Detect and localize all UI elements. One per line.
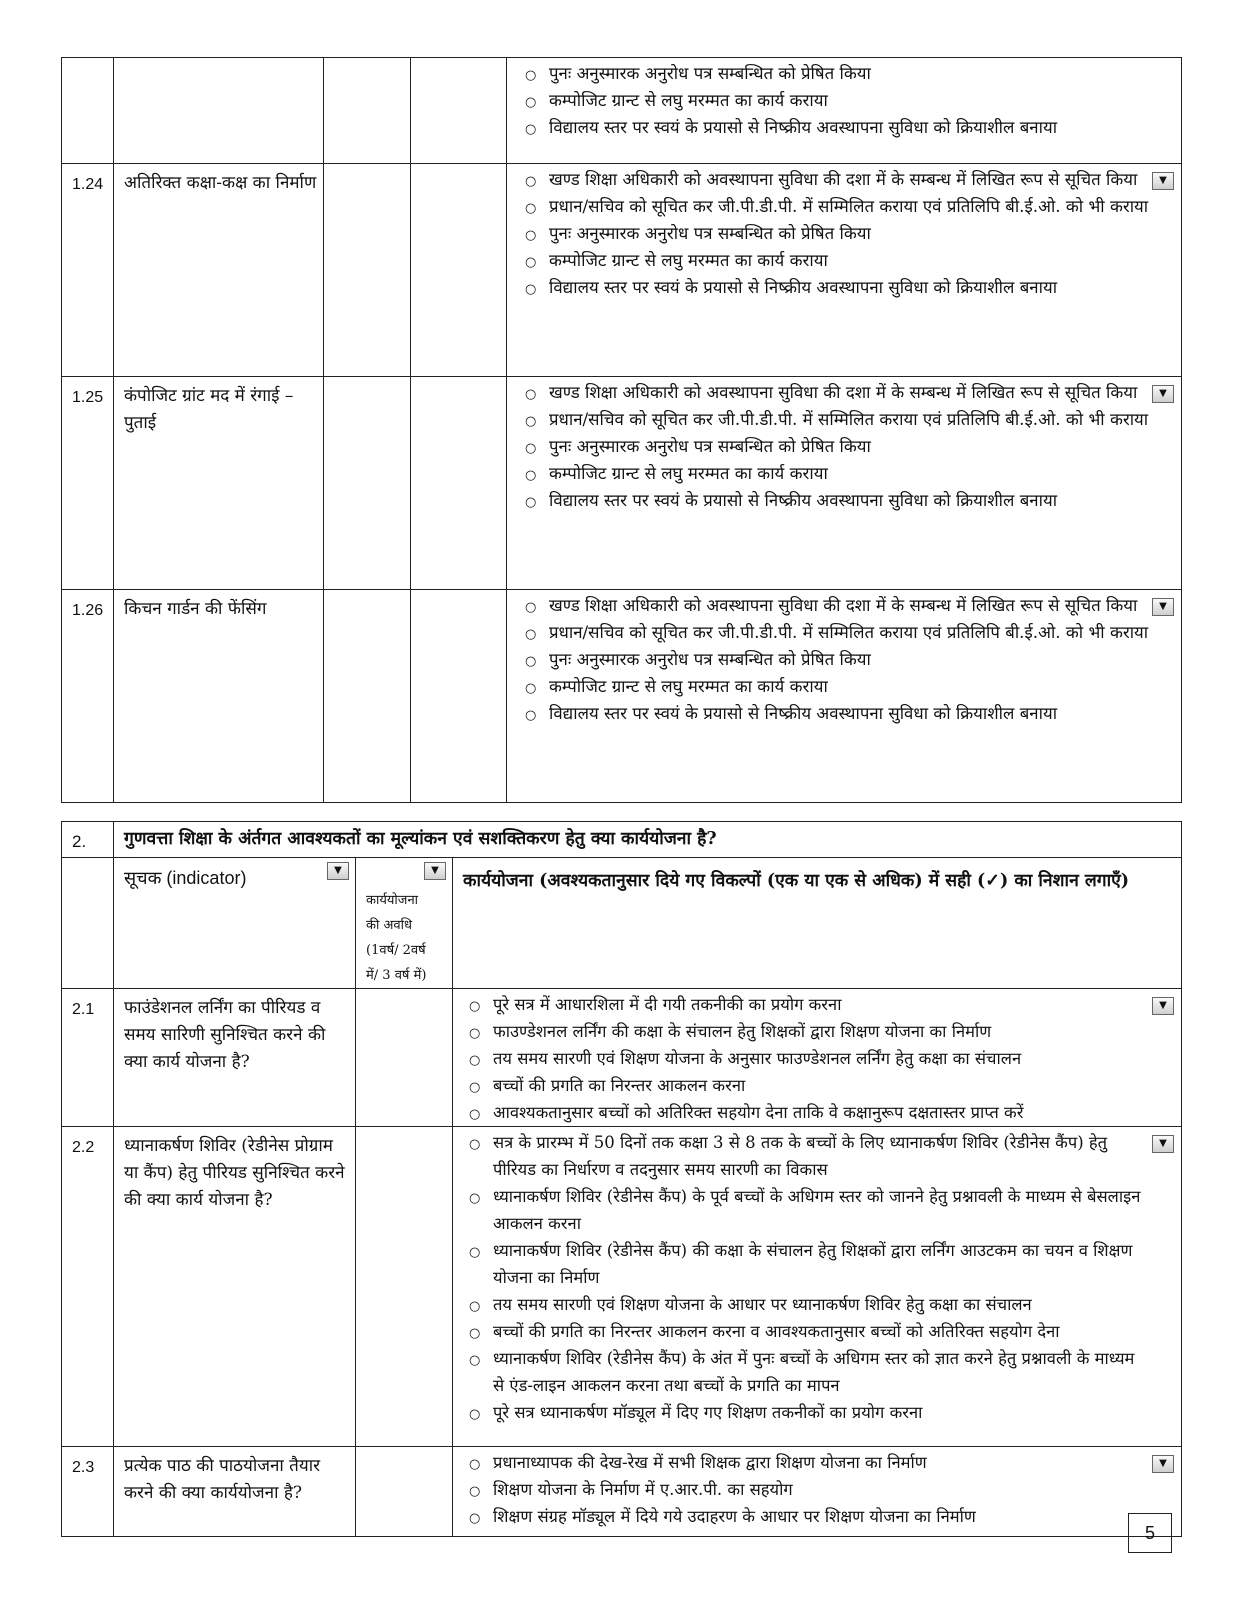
option-item[interactable]: ○ बच्चों की प्रगति का निरन्तर आकलन करना व आवश्यकतानुसार बच्चों को अतिरिक्त सहयोग देना xyxy=(465,1318,1145,1345)
indicator-cell: कंपोजिट ग्रांट मद में रंगाई –पुताई xyxy=(114,377,324,590)
option-item[interactable]: ○ आवश्यकतानुसार बच्चों को अतिरिक्त सहयोग देना ताकि वे कक्षानुरूप दक्षतास्तर प्राप्त करें xyxy=(465,1099,1145,1126)
circle-bullet-icon: ○ xyxy=(469,1484,481,1499)
dropdown-arrow-icon[interactable]: ▼ xyxy=(1152,598,1174,616)
options-cell xyxy=(507,377,1182,590)
circle-bullet-icon: ○ xyxy=(525,600,537,615)
indicator-cell: ध्यानाकर्षण शिविर (रेडीनेस प्रोग्राम या कैंप) हेतु पीरियड सुनिश्चित करने की क्या कार्य योजना है? xyxy=(114,1127,356,1447)
option-item[interactable]: ○ कम्पोजिट ग्रान्ट से लघु मरम्मत का कार्य कराया xyxy=(521,460,1151,487)
indicator-header: सूचक (indicator) ▼ xyxy=(114,858,356,989)
option-item[interactable]: ○ पुनः अनुस्मारक अनुरोध पत्र सम्बन्धित को प्रेषित किया xyxy=(521,433,1151,460)
circle-bullet-icon: ○ xyxy=(525,627,537,642)
option-item[interactable]: ○ तय समय सारणी एवं शिक्षण योजना के आधार पर ध्यानाकर्षण शिविर हेतु कक्षा का संचालन xyxy=(465,1291,1145,1318)
circle-bullet-icon: ○ xyxy=(525,174,537,189)
circle-bullet-icon: ○ xyxy=(525,414,537,429)
column-header-row xyxy=(62,858,1182,989)
table-row xyxy=(62,1447,1182,1537)
option-item[interactable]: ○ विद्यालय स्तर पर स्वयं के प्रयासो से निष्क्रीय अवस्थापना सुविधा को क्रियाशील बनाया xyxy=(521,700,1151,727)
table-row xyxy=(62,590,1182,803)
section-question: गुणवत्ता शिक्षा के अंर्तगत आवश्यकतों का मूल्यांकन एवं सशक्तिकरण हेतु क्या कार्ययोजना है? xyxy=(114,822,1182,858)
duration-header: ▼ कार्ययोजना की अवधि (1वर्ष/ 2वर्ष में/ 3 वर्ष में) xyxy=(356,858,453,989)
option-item[interactable]: ○ पूरे सत्र में आधारशिला में दी गयी तकनीकी का प्रयोग करना xyxy=(465,991,1145,1018)
quality-education-table xyxy=(61,821,1182,1537)
circle-bullet-icon: ○ xyxy=(525,282,537,297)
option-item[interactable]: ○ प्रधान/सचिव को सूचित कर जी.पी.डी.पी. में सम्मिलित कराया एवं प्रतिलिपि बी.ई.ओ. को भी कराया xyxy=(521,406,1151,433)
option-item[interactable]: ○ विद्यालय स्तर पर स्वयं के प्रयासो से निष्क्रीय अवस्थापना सुविधा को क्रियाशील बनाया xyxy=(521,487,1151,514)
circle-bullet-icon: ○ xyxy=(469,1353,481,1368)
options-cell xyxy=(507,58,1182,164)
dropdown-arrow-icon[interactable]: ▼ xyxy=(1152,385,1174,403)
row-number: 2.3 xyxy=(62,1447,114,1537)
option-item[interactable]: ○ प्रधान/सचिव को सूचित कर जी.पी.डी.पी. में सम्मिलित कराया एवं प्रतिलिपि बी.ई.ओ. को भी कराया xyxy=(521,619,1151,646)
option-item[interactable]: ○ बच्चों की प्रगति का निरन्तर आकलन करना xyxy=(465,1072,1145,1099)
option-item[interactable]: ○ पुनः अनुस्मारक अनुरोध पत्र सम्बन्धित को प्रेषित किया xyxy=(521,220,1151,247)
table-row xyxy=(62,1127,1182,1447)
circle-bullet-icon: ○ xyxy=(469,1191,481,1206)
option-item[interactable]: ○ कम्पोजिट ग्रान्ट से लघु मरम्मत का कार्य कराया xyxy=(521,673,1151,700)
option-item[interactable]: ○ तय समय सारणी एवं शिक्षण योजना के अनुसार फाउण्डेशनल लर्निंग हेतु कक्षा का संचालन xyxy=(465,1045,1145,1072)
circle-bullet-icon: ○ xyxy=(525,228,537,243)
circle-bullet-icon: ○ xyxy=(469,1511,481,1526)
option-item[interactable]: ○ प्रधान/सचिव को सूचित कर जी.पी.डी.पी. में सम्मिलित कराया एवं प्रतिलिपि बी.ई.ओ. को भी कराया xyxy=(521,193,1151,220)
indicator-cell: फाउंडेशनल लर्निंग का पीरियड व समय सारिणी सुनिश्चित करने की क्या कार्य योजना है? xyxy=(114,989,356,1127)
circle-bullet-icon: ○ xyxy=(525,255,537,270)
circle-bullet-icon: ○ xyxy=(525,122,537,137)
option-item[interactable]: ○ फाउण्डेशनल लर्निंग की कक्षा के संचालन हेतु शिक्षकों द्वारा शिक्षण योजना का निर्माण xyxy=(465,1018,1145,1045)
option-item[interactable]: ○ शिक्षण संग्रह मॉड्यूल में दिये गये उदाहरण के आधार पर शिक्षण योजना का निर्माण xyxy=(465,1503,1145,1530)
plan-header: कार्ययोजना (अवश्यकतानुसार दिये गए विकल्पों (एक या एक से अधिक) में सही (✓) का निशान लगाएँ) xyxy=(453,858,1182,989)
option-item[interactable]: ○ विद्यालय स्तर पर स्वयं के प्रयासो से निष्क्रीय अवस्थापना सुविधा को क्रियाशील बनाया xyxy=(521,274,1151,301)
option-item[interactable]: ○ विद्यालय स्तर पर स्वयं के प्रयासो से निष्क्रीय अवस्थापना सुविधा को क्रियाशील बनाया xyxy=(521,114,1151,141)
options-cell xyxy=(453,1127,1182,1447)
circle-bullet-icon: ○ xyxy=(469,1026,481,1041)
circle-bullet-icon: ○ xyxy=(469,1407,481,1422)
row-number: 1.24 xyxy=(62,164,114,377)
option-item[interactable]: ○ खण्ड शिक्षा अधिकारी को अवस्थापना सुविधा की दशा में के सम्बन्ध में लिखित रूप से सूचित किया xyxy=(521,166,1151,193)
empty-cell xyxy=(324,164,411,377)
circle-bullet-icon: ○ xyxy=(469,1326,481,1341)
options-cell xyxy=(507,590,1182,803)
row-number: 1.26 xyxy=(62,590,114,803)
option-item[interactable]: ○ प्रधानाध्यापक की देख-रेख में सभी शिक्षक द्वारा शिक्षण योजना का निर्माण xyxy=(465,1449,1145,1476)
row-number: 2.1 xyxy=(62,989,114,1127)
empty-cell xyxy=(324,377,411,590)
empty-cell xyxy=(356,1127,453,1447)
circle-bullet-icon: ○ xyxy=(525,654,537,669)
circle-bullet-icon: ○ xyxy=(525,441,537,456)
option-item[interactable]: ○ खण्ड शिक्षा अधिकारी को अवस्थापना सुविधा की दशा में के सम्बन्ध में लिखित रूप से सूचित किया xyxy=(521,592,1151,619)
empty-cell xyxy=(411,590,507,803)
dropdown-arrow-icon[interactable]: ▼ xyxy=(1152,997,1174,1015)
empty-cell xyxy=(411,164,507,377)
circle-bullet-icon: ○ xyxy=(525,495,537,510)
option-item[interactable]: ○ शिक्षण योजना के निर्माण में ए.आर.पी. का सहयोग xyxy=(465,1476,1145,1503)
circle-bullet-icon: ○ xyxy=(469,1457,481,1472)
circle-bullet-icon: ○ xyxy=(525,708,537,723)
dropdown-arrow-icon[interactable]: ▼ xyxy=(327,862,349,880)
option-item[interactable]: ○ ध्यानाकर्षण शिविर (रेडीनेस कैंप) के पूर्व बच्चों के अधिगम स्तर को जानने हेतु प्रश्नावली के माध्यम से बेसलाइन आकलन करना xyxy=(469,1187,1141,1233)
indicator-cell: प्रत्येक पाठ की पाठयोजना तैयार करने की क्या कार्ययोजना है? xyxy=(114,1447,356,1537)
option-item[interactable]: ○ पुनः अनुस्मारक अनुरोध पत्र सम्बन्धित को प्रेषित किया xyxy=(521,60,1151,87)
empty-cell xyxy=(324,590,411,803)
circle-bullet-icon: ○ xyxy=(469,1053,481,1068)
infrastructure-table xyxy=(61,57,1182,803)
empty-cell xyxy=(356,989,453,1127)
circle-bullet-icon: ○ xyxy=(469,1080,481,1095)
option-item[interactable]: ○ खण्ड शिक्षा अधिकारी को अवस्थापना सुविधा की दशा में के सम्बन्ध में लिखित रूप से सूचित किया xyxy=(521,379,1151,406)
empty-cell xyxy=(62,858,114,989)
options-cell xyxy=(453,1447,1182,1537)
option-item[interactable]: ○ कम्पोजिट ग्रान्ट से लघु मरम्मत का कार्य कराया xyxy=(521,247,1151,274)
option-item[interactable]: ○ पूरे सत्र ध्यानाकर्षण मॉड्यूल में दिए गए शिक्षण तकनीकों का प्रयोग करना xyxy=(465,1399,1145,1426)
option-item[interactable]: ○ पुनः अनुस्मारक अनुरोध पत्र सम्बन्धित को प्रेषित किया xyxy=(521,646,1151,673)
circle-bullet-icon: ○ xyxy=(525,201,537,216)
section-number: 2. xyxy=(62,822,114,858)
row-number xyxy=(62,58,114,164)
dropdown-arrow-icon[interactable]: ▼ xyxy=(1152,1455,1174,1473)
indicator-cell: किचन गार्डन की फेंसिंग xyxy=(114,590,324,803)
option-item[interactable]: ○ सत्र के प्रारम्भ में 50 दिनों तक कक्षा 3 से 8 तक के बच्चों के लिए ध्यानाकर्षण शिविर (रेडीनेस कैंप) हेतु पीरियड का निर्धारण व तदनुसार समय सारणी का विकास xyxy=(469,1133,1108,1179)
empty-cell xyxy=(411,377,507,590)
circle-bullet-icon: ○ xyxy=(469,1299,481,1314)
row-number: 1.25 xyxy=(62,377,114,590)
options-cell xyxy=(507,164,1182,377)
empty-cell xyxy=(356,1447,453,1537)
row-number: 2.2 xyxy=(62,1127,114,1447)
table-row xyxy=(62,377,1182,590)
circle-bullet-icon: ○ xyxy=(525,95,537,110)
option-item[interactable]: ○ ध्यानाकर्षण शिविर (रेडीनेस कैंप) की कक्षा के संचालन हेतु शिक्षकों द्वारा लर्निंग आउटकम का चयन व शिक्षण योजना का निर्माण xyxy=(469,1241,1133,1287)
dropdown-arrow-icon[interactable]: ▼ xyxy=(1152,172,1174,190)
circle-bullet-icon: ○ xyxy=(469,1107,481,1122)
empty-cell xyxy=(411,58,507,164)
circle-bullet-icon: ○ xyxy=(469,1245,481,1260)
table-row xyxy=(62,58,1182,164)
circle-bullet-icon: ○ xyxy=(525,68,537,83)
table-row xyxy=(62,164,1182,377)
indicator-cell xyxy=(114,58,324,164)
circle-bullet-icon: ○ xyxy=(525,681,537,696)
section-heading-row xyxy=(62,822,1182,858)
option-item[interactable]: ○ ध्यानाकर्षण शिविर (रेडीनेस कैंप) के अंत में पुनः बच्चों के अधिगम स्तर को ज्ञात करने हेतु प्रश्नावली के माध्यम से एंड-लाइन आकलन करना तथा बच्चों के प्रगति का मापन xyxy=(469,1349,1135,1395)
circle-bullet-icon: ○ xyxy=(469,999,481,1014)
indicator-cell: अतिरिक्त कक्षा-कक्ष का निर्माण xyxy=(114,164,324,377)
empty-cell xyxy=(324,58,411,164)
dropdown-arrow-icon[interactable]: ▼ xyxy=(1152,1135,1174,1153)
options-cell xyxy=(453,989,1182,1127)
table-row xyxy=(62,989,1182,1127)
option-item[interactable]: ○ कम्पोजिट ग्रान्ट से लघु मरम्मत का कार्य कराया xyxy=(521,87,1151,114)
page-number: 5 xyxy=(1128,1513,1172,1553)
dropdown-arrow-icon[interactable]: ▼ xyxy=(424,862,446,880)
circle-bullet-icon: ○ xyxy=(525,387,537,402)
circle-bullet-icon: ○ xyxy=(469,1137,481,1152)
circle-bullet-icon: ○ xyxy=(525,468,537,483)
